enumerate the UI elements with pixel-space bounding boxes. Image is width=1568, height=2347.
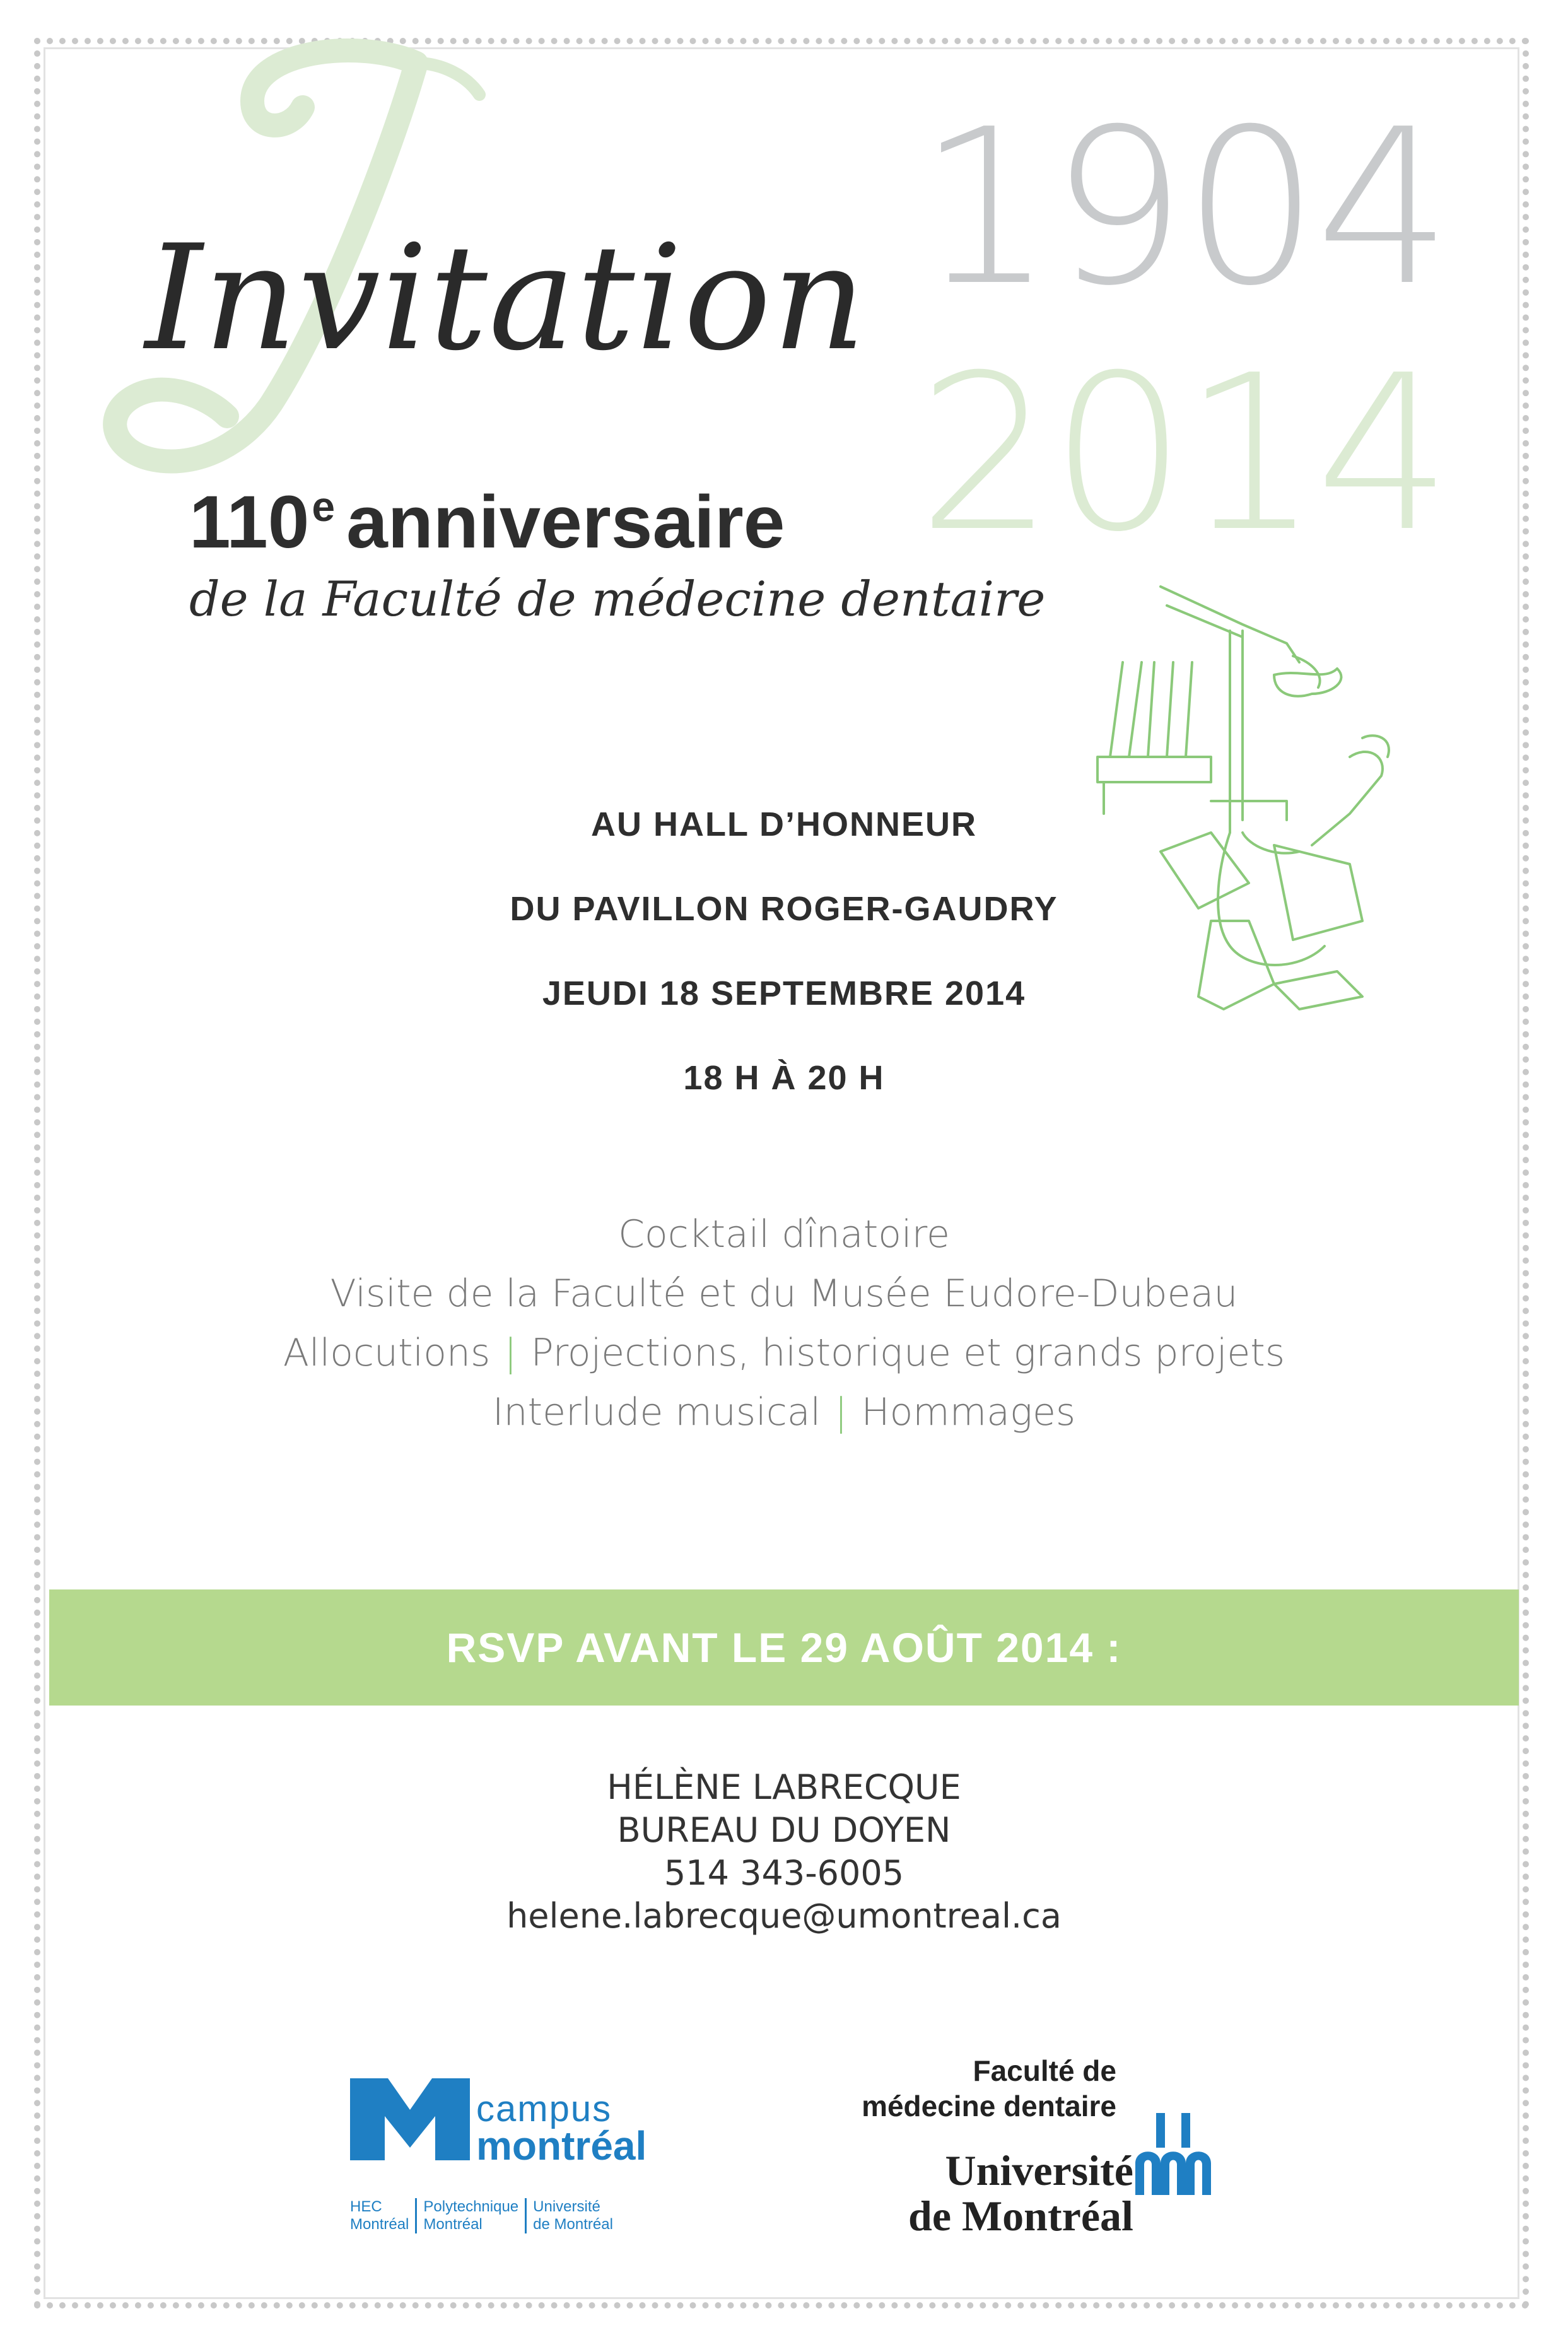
contact-phone[interactable]: 514 343-6005 <box>664 1853 904 1893</box>
faculty-name-line: Faculté de <box>973 2054 1116 2087</box>
program-item <box>0 1383 1568 1442</box>
partner-line: HEC <box>350 2198 382 2215</box>
partner-line: Université <box>533 2198 600 2215</box>
university-name <box>908 2148 1133 2239</box>
faculty-subtitle: de la Faculté de médecine dentaire <box>189 571 1046 627</box>
anniversary-word: anniversaire <box>346 481 785 564</box>
campus-montreal-logo <box>350 2066 741 2249</box>
year-end: 2014 <box>917 329 1448 579</box>
campus-m-icon <box>350 2066 470 2167</box>
program-item <box>0 1323 1568 1383</box>
anniversary-heading <box>189 479 785 565</box>
contact-name: HÉLÈNE LABRECQUE <box>607 1767 961 1807</box>
program-item: Cocktail dînatoire <box>618 1212 950 1256</box>
contact-email[interactable]: helene.labrecque@umontreal.ca <box>506 1896 1062 1936</box>
program-item-part: Allocutions <box>283 1331 491 1375</box>
program-item-part: Interlude musical <box>492 1390 821 1434</box>
partner-hec <box>350 2198 417 2233</box>
faculty-name-line: médecine dentaire <box>862 2090 1116 2122</box>
university-name-line: de Montréal <box>908 2192 1133 2240</box>
event-time: 18 H À 20 H <box>683 1059 885 1097</box>
university-name-line: Université <box>945 2146 1133 2194</box>
partner-list <box>350 2198 619 2233</box>
campus-word: campus <box>476 2088 612 2129</box>
udem-emblem-icon <box>1132 2113 1214 2195</box>
event-details <box>0 782 1568 1120</box>
faculty-name <box>862 2053 1116 2124</box>
partner-line: Montréal <box>423 2216 483 2233</box>
partner-udem <box>527 2198 619 2233</box>
partner-line: Montréal <box>350 2216 409 2233</box>
contact-block <box>0 1766 1568 1938</box>
program-list <box>0 1205 1568 1442</box>
program-item-part: Projections, historique et grands projets <box>530 1331 1285 1375</box>
anniversary-number: 110 <box>189 481 310 564</box>
montreal-word: montréal <box>476 2123 647 2168</box>
partner-line: de Montréal <box>533 2216 613 2233</box>
event-date: JEUDI 18 SEPTEMBRE 2014 <box>542 975 1026 1012</box>
event-location-hall: AU HALL D’HONNEUR <box>591 805 977 843</box>
separator: | <box>834 1390 848 1434</box>
rsvp-banner: RSVP AVANT LE 29 AOÛT 2014 : <box>49 1589 1519 1706</box>
event-location-pavilion: DU PAVILLON ROGER-GAUDRY <box>510 890 1058 928</box>
invitation-title: Invitation <box>145 214 867 383</box>
anniversary-suffix: e <box>312 483 336 530</box>
year-start: 1904 <box>917 83 1448 333</box>
separator: | <box>504 1331 517 1375</box>
partner-polytechnique <box>417 2198 527 2233</box>
program-item: Visite de la Faculté et du Musée Eudore-Dubeau <box>330 1272 1238 1316</box>
partner-line: Polytechnique <box>423 2198 519 2215</box>
udem-faculty-logo <box>845 2053 1224 2255</box>
contact-office: BUREAU DU DOYEN <box>617 1810 951 1850</box>
program-item-part: Hommages <box>861 1390 1076 1434</box>
